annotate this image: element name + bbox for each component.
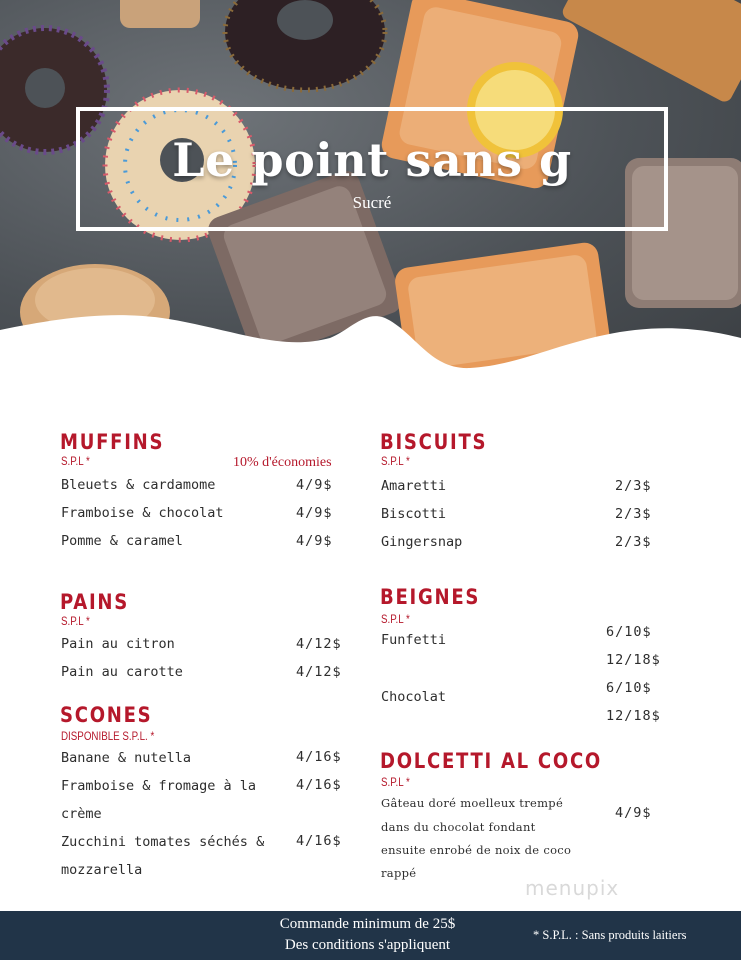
menu-item-price: 4/12$ — [296, 664, 342, 680]
menu-item-price: 2/3$ — [615, 478, 652, 494]
footer-spl-note: * S.P.L. : Sans produits laitiers — [533, 928, 687, 942]
menu-item-name: Chocolat — [381, 689, 447, 705]
muffins-heading: MUFFINS — [60, 430, 165, 454]
menu-item-name: Amaretti — [381, 478, 447, 494]
menu-item-name: Pain au citron — [61, 636, 175, 652]
pains-tag: S.P.L * — [61, 616, 90, 628]
footer-bar — [0, 911, 741, 960]
footer-minimum-order: Commande minimum de 25$ — [279, 916, 456, 932]
menu-item-price: 2/3$ — [615, 506, 652, 522]
dolcetti-description-line: Gâteau doré moelleux trempé — [381, 796, 564, 810]
beignes-heading: BEIGNES — [380, 585, 481, 609]
menu-item-name: Biscotti — [381, 506, 447, 522]
dolcetti-description-line: rappé — [381, 866, 417, 880]
menu-item-price: 4/16$ — [296, 833, 342, 849]
menu-item-price: 12/18$ — [606, 708, 661, 724]
biscuits-heading: BISCUITS — [380, 430, 488, 454]
menu-item-name-continued: mozzarella — [61, 862, 143, 878]
menu-item-name: Funfetti — [381, 632, 447, 648]
menu-item-name: Pain au carotte — [61, 664, 183, 680]
scones-tag: DISPONIBLE S.P.L. * — [61, 731, 155, 743]
menu-item-name: Zucchini tomates séchés & — [61, 834, 265, 850]
menu-item-name: Framboise & fromage à la — [61, 778, 257, 794]
dolcetti-heading: DOLCETTI AL COCO — [380, 749, 603, 773]
menu-item-price: 6/10$ — [606, 680, 652, 696]
menu-item-name: Banane & nutella — [61, 750, 192, 766]
menu-item-price: 4/9$ — [615, 805, 652, 821]
dolcetti-description-line: ensuite enrobé de noix de coco — [381, 843, 572, 857]
hero-banner — [0, 0, 741, 380]
menu-item-price: 4/12$ — [296, 636, 342, 652]
muffins-savings: 10% d'économies — [233, 455, 332, 470]
biscuits-tag: S.P.L * — [381, 456, 410, 468]
menu-item-name: Gingersnap — [381, 534, 463, 550]
scones-heading: SCONES — [60, 703, 153, 727]
menu-item-price: 12/18$ — [606, 652, 661, 668]
pains-heading: PAINS — [60, 590, 130, 614]
menu-item-name: Framboise & chocolat — [61, 505, 224, 521]
menu-item-price: 6/10$ — [606, 624, 652, 640]
menu-item-name-continued: crème — [61, 806, 102, 822]
menu-item-price: 4/16$ — [296, 777, 342, 793]
muffins-tag: S.P.L * — [61, 456, 90, 468]
menu-item-price: 2/3$ — [615, 534, 652, 550]
menu-item-name: Bleuets & cardamome — [61, 477, 216, 493]
dolcetti-tag: S.P.L * — [381, 777, 410, 789]
page-subtitle: Sucré — [352, 193, 392, 212]
beignes-tag: S.P.L * — [381, 614, 410, 626]
page-title: Le point sans g — [172, 133, 572, 187]
title-frame — [76, 107, 668, 231]
menu-item-price: 4/9$ — [296, 477, 333, 493]
menu-item-price: 4/16$ — [296, 749, 342, 765]
menu-item-price: 4/9$ — [296, 533, 333, 549]
menu-item-price: 4/9$ — [296, 505, 333, 521]
footer-conditions: Des conditions s'appliquent — [284, 937, 451, 953]
dolcetti-description-line: dans du chocolat fondant — [381, 820, 536, 834]
watermark: menupix — [525, 876, 620, 900]
menu-item-name: Pomme & caramel — [61, 533, 183, 549]
